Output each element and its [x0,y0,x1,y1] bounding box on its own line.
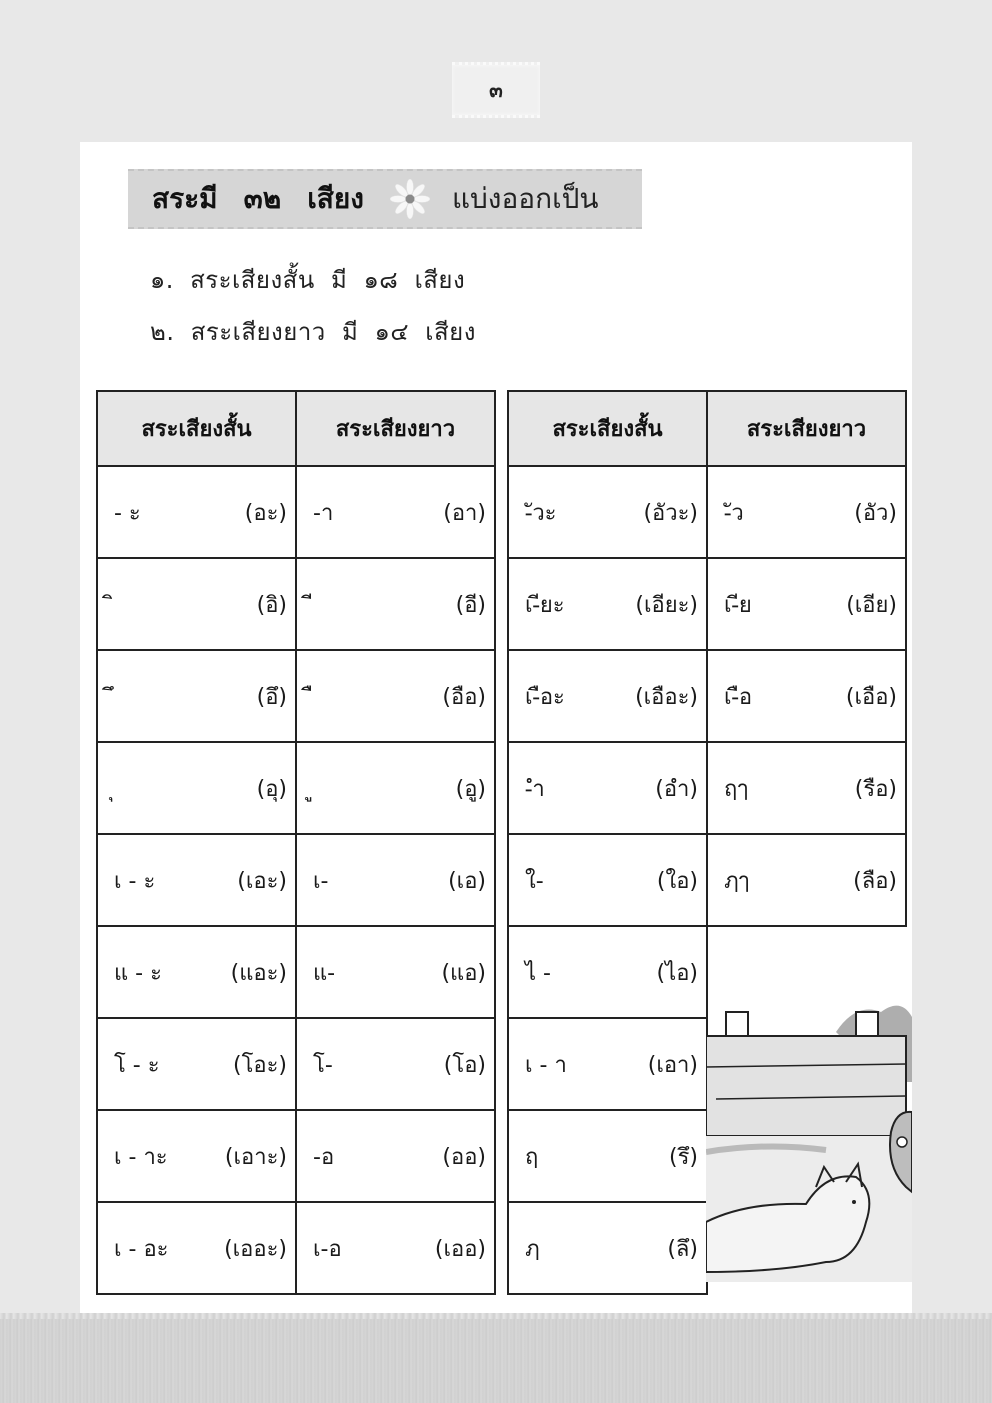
vowel-reading: (อะ) [244,500,287,526]
vowel-reading: (เออ) [434,1236,486,1262]
vowel-reading: (เอีย) [846,592,897,618]
vowel-reading: (อำ) [655,776,698,802]
vowel-symbol: -า [313,500,334,526]
title-part-vowels: สระมี [152,182,218,215]
vowel-reading: (อัวะ) [643,500,698,526]
vowel-reading: (โอะ) [232,1052,287,1078]
vowel-symbol: ฦ [525,1236,540,1262]
table-row [97,1110,495,1202]
title-part-count: ๓๒ [243,182,282,215]
vowel-symbol: โ- [313,1052,333,1078]
table-row [97,926,495,1018]
vowel-reading: (แอ) [441,960,486,986]
vowel-symbol: ฦๅ [724,868,750,894]
table-row [508,650,906,742]
vowel-reading: (อุ) [256,776,287,802]
vowel-symbol: - ะ [114,500,141,526]
vowel-symbol: เ-ือะ [525,684,565,710]
vowel-reading: (เอียะ) [635,592,698,618]
vowel-symbol: แ- [313,960,336,986]
grass-footer-strip [0,1313,992,1403]
intro-line-long-vowels: ๒. สระเสียงยาว มี ๑๔ เสียง [150,318,476,346]
table-row [508,466,906,558]
vowel-symbol: เ-ียะ [525,592,565,618]
vowel-symbol: แ - ะ [114,960,162,986]
vowel-reading: (ไอ) [656,960,698,986]
vowel-symbol: ฤๅ [724,776,749,802]
vowel-reading: (เอะ) [237,868,287,894]
vowel-reading: (อี) [455,592,486,618]
vowel-symbol: -อ [313,1144,335,1170]
vowel-reading: (อัว) [854,500,897,526]
header-short-vowels: สระเสียงสั้น [97,391,296,466]
vowel-reading: (รึ) [669,1144,698,1170]
page-number-text: ๓ [489,78,503,102]
vowel-symbol: โ - ะ [114,1052,160,1078]
vowel-reading: (เอ) [448,868,486,894]
vowel-symbol: เ - อะ [114,1236,169,1262]
vowel-symbol: -ำ [525,776,545,802]
vowel-reading: (เอือ) [845,684,897,710]
table-row [97,558,495,650]
content-sheet [80,142,912,1313]
page-number [452,62,540,118]
vowel-reading: (แอะ) [230,960,287,986]
table-row [508,742,906,834]
vowel-reading: (ใอ) [656,868,698,894]
vowel-reading: (อิ) [256,592,287,618]
intro-line-short-vowels: ๑. สระเสียงสั้น มี ๑๘ เสียง [150,266,466,294]
vowel-symbol: ฤ [525,1144,539,1170]
header-short-vowels: สระเสียงสั้น [508,391,707,466]
vowel-reading: (อา) [443,500,486,526]
table-row [97,1202,495,1294]
vowel-symbol: เ - า [525,1052,567,1078]
table-row [508,834,906,926]
cats-illustration [706,992,912,1282]
title-banner [128,169,642,229]
vowel-symbol: เ - าะ [114,1144,168,1170]
table-row [97,650,495,742]
vowel-symbol: เ - ะ [114,868,156,894]
vowel-symbol: -ัวะ [525,500,557,526]
table-row [97,834,495,926]
vowel-reading: (อือ) [442,684,486,710]
vowel-reading: (เอือะ) [635,684,698,710]
vowel-reading: (อู) [455,776,486,802]
vowel-reading: (ลือ) [853,868,897,894]
vowel-symbol: ไ - [525,960,551,986]
vowel-reading: (ออ) [442,1144,486,1170]
vowel-reading: (เออะ) [224,1236,287,1262]
vowel-reading: (โอ) [443,1052,486,1078]
vowel-reading: (เอาะ) [224,1144,287,1170]
vowel-reading: (ลึ) [667,1236,698,1262]
vowel-symbol: เ-อ [313,1236,342,1262]
title-part-sounds: เสียง [307,182,364,215]
header-long-vowels: สระเสียงยาว [296,391,495,466]
table-row [97,1018,495,1110]
vowel-reading: (อึ) [256,684,287,710]
table-row [508,558,906,650]
vowel-symbol: ใ- [525,868,544,894]
vowel-reading: (เอา) [647,1052,698,1078]
vowel-symbol: เ- [313,868,329,894]
daisy-flower-icon [390,179,430,219]
vowel-table-left [96,390,496,1295]
title-part-divided: แบ่งออกเป็น [451,182,599,215]
vowel-reading: (รือ) [854,776,897,802]
header-long-vowels: สระเสียงยาว [707,391,906,466]
vowel-symbol: -ัว [724,500,744,526]
table-row [97,466,495,558]
vowel-symbol: เ-ือ [724,684,753,710]
table-row [97,742,495,834]
vowel-symbol: เ-ีย [724,592,752,618]
